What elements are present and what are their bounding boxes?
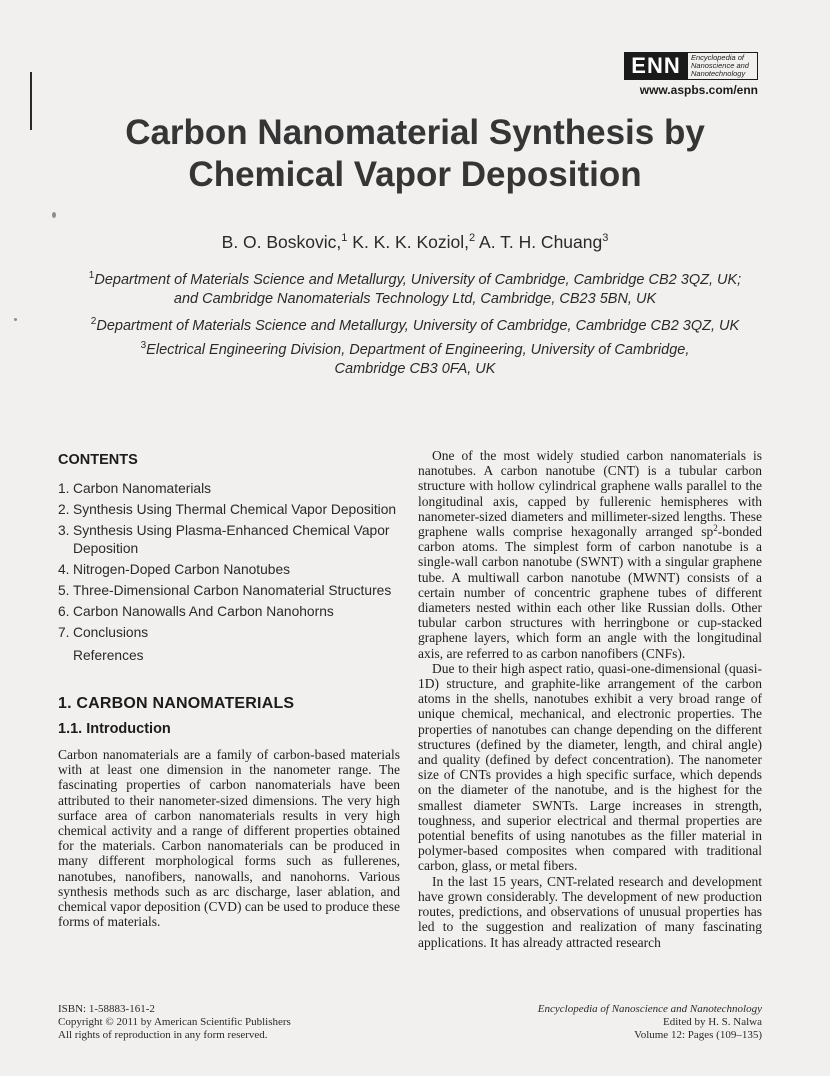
toc-label: Three-Dimensional Carbon Nanomaterial Structures xyxy=(73,583,392,598)
scan-speck xyxy=(52,212,56,218)
author-sup: 3 xyxy=(602,232,609,244)
author-name: A. T. H. Chuang xyxy=(479,232,603,252)
affiliation-line: Department of Materials Science and Metallurgy, University of Cambridge, Cambridge CB2 3QZ, UK xyxy=(96,318,740,334)
author-list xyxy=(60,232,770,253)
right-column xyxy=(418,448,762,950)
scan-margin-mark xyxy=(30,72,32,130)
article-title xyxy=(60,112,770,196)
section-heading: 1. CARBON NANOMATERIALS xyxy=(58,695,295,712)
body-paragraph: Due to their high aspect ratio, quasi-one-dimensional (quasi-1D) structure, and graphite-like arrangement of the carbon atoms in the shells, nanotubes exhibit a very broad range of unique chemical, mechanical, and electronic properties. The properties of nanotubes can change depending on the different structures (defined by the diameter, length, and chiral angle) and quality (defined by defect concentration). The nanometer size of CNTs provides a high specific surface, which depends on the diameter of the nanotube, and is the highest for the smallest diameter SWNTs. Large increases in strength, toughness, and superior electrical and thermal properties are potential benefits of using nanotubes as the filler material in polymer-based composites when compared with traditional carbon, glass, or metal fibers. xyxy=(418,660,762,874)
enn-logo-text xyxy=(688,52,758,80)
title-line-1: Carbon Nanomaterial Synthesis by xyxy=(125,113,705,152)
toc-label: Conclusions xyxy=(73,625,149,640)
affiliation-1 xyxy=(40,266,790,309)
affiliation-3 xyxy=(40,336,790,379)
logo-line: Nanoscience and xyxy=(691,60,749,70)
enn-logo-mark: ENN xyxy=(624,52,688,80)
toc-item[interactable] xyxy=(58,603,400,621)
toc-number: 7. xyxy=(58,625,70,640)
affiliation-2 xyxy=(40,312,790,336)
scan-speck xyxy=(14,318,17,321)
author-sup: 2 xyxy=(468,232,476,244)
toc-number: 5. xyxy=(58,583,70,598)
toc-item[interactable] xyxy=(58,501,400,519)
toc-item[interactable] xyxy=(58,561,400,579)
toc-number: 4. xyxy=(58,562,70,577)
affiliation-line: Department of Materials Science and Metallurgy, University of Cambridge, Cambridge CB2 3QZ, UK; xyxy=(94,272,742,288)
toc-item[interactable] xyxy=(58,480,400,498)
toc-item-references[interactable] xyxy=(58,645,400,665)
journal-name: Encyclopedia of Nanoscience and Nanotechnology xyxy=(537,1003,762,1015)
toc-label: Synthesis Using Plasma-Enhanced Chemical Vapor Deposition xyxy=(73,523,390,556)
toc-number: 1. xyxy=(58,481,70,496)
affiliation-sup: 3 xyxy=(140,340,147,351)
toc-number: 2. xyxy=(58,502,70,517)
author-name: B. O. Boskovic, xyxy=(221,232,342,252)
toc-label: Carbon Nanomaterials xyxy=(73,481,212,496)
subsection-heading: 1.1. Introduction xyxy=(58,721,171,737)
toc-item[interactable] xyxy=(58,582,400,600)
toc-label: Carbon Nanowalls And Carbon Nanohorns xyxy=(73,604,334,619)
table-of-contents xyxy=(58,480,400,665)
affiliation-sup: 1 xyxy=(88,270,95,281)
contents-heading: CONTENTS xyxy=(58,452,138,468)
toc-number: 3. xyxy=(58,523,70,538)
toc-item[interactable] xyxy=(58,522,400,558)
enn-logo xyxy=(624,52,758,97)
title-line-2: Chemical Vapor Deposition xyxy=(188,155,642,194)
volume-pages: Volume 12: Pages (109–135) xyxy=(634,1029,762,1041)
footer-journal-info xyxy=(538,1003,762,1042)
logo-url: www.aspbs.com/enn xyxy=(639,83,758,97)
body-paragraph: In the last 15 years, CNT-related research and development have grown considerably. The development of new production routes, predictions, and observations of unusual properties has led to the suggestion and realization of many fascinating applications. It has already attracted research xyxy=(418,873,762,950)
author-sup: 1 xyxy=(341,232,348,244)
footer-publication-info xyxy=(58,1003,291,1042)
toc-number: 6. xyxy=(58,604,70,619)
toc-label: Nitrogen-Doped Carbon Nanotubes xyxy=(73,562,291,577)
superscript: 2 xyxy=(713,523,718,534)
affiliation-line: Cambridge CB3 0FA, UK xyxy=(334,361,496,377)
logo-line: Encyclopedia of xyxy=(691,52,744,62)
editor: Edited by H. S. Nalwa xyxy=(663,1016,762,1028)
toc-item[interactable] xyxy=(58,624,400,642)
paragraph-text: One of the most widely studied carbon nanomaterials is nanotubes. A carbon nanotube (CNT) is a tubular carbon structure with hollow cylindrical graphene walls parallel to the longitudinal axis, capped by fullerenic hemispheres with nanometer-sized diameters and millimeter-sized lengths. These graphene walls comprise hexagonally arranged sp xyxy=(418,448,762,540)
toc-label: References xyxy=(73,648,144,663)
isbn: ISBN: 1-58883-161-2 xyxy=(58,1003,155,1015)
body-paragraph: Carbon nanomaterials are a family of carbon-based materials with at least one dimension in the nanometer range. The fascinating properties of carbon nanomaterials have been attributed to their nanometer-sized dimensions. The very high surface area of carbon nanomaterials results in very high chemical activity and a range of different properties obtained for the materials. Carbon nanomaterials can be produced in many different morphological forms such as fullerenes, nanotubes, nanofibers, nanowalls, and nanohorns. Various synthesis methods such as arc discharge, laser ablation, and chemical vapor deposition (CVD) can be used to produce these forms of materials. xyxy=(58,747,400,930)
body-paragraph xyxy=(418,448,762,661)
logo-line: Nanotechnology xyxy=(691,69,746,79)
left-column xyxy=(58,448,400,929)
toc-label: Synthesis Using Thermal Chemical Vapor Deposition xyxy=(73,502,397,517)
affiliation-sup: 2 xyxy=(90,316,97,327)
author-name: K. K. K. Koziol, xyxy=(352,232,469,252)
affiliation-line: and Cambridge Nanomaterials Technology Ltd, Cambridge, CB23 5BN, UK xyxy=(173,291,657,307)
rights: All rights of reproduction in any form reserved. xyxy=(58,1029,268,1041)
affiliation-line: Electrical Engineering Division, Department of Engineering, University of Cambridge, xyxy=(146,342,690,358)
copyright: Copyright © 2011 by American Scientific Publishers xyxy=(58,1016,291,1028)
paragraph-text: -bonded carbon atoms. The simplest form of carbon nanotube is a single-wall carbon nanotube (SWNT) with a singular graphene tube. A multiwall carbon nanotube (MWNT) consists of a certain number of concentric graphene tubes of different diameters nested within each other like Russian dolls. Other tubular carbon structures with herringbone or cup-stacked graphene layers, which form an angle with the longitudinal axis, are referred to as carbon nanofibers (CNFs). xyxy=(418,524,762,661)
